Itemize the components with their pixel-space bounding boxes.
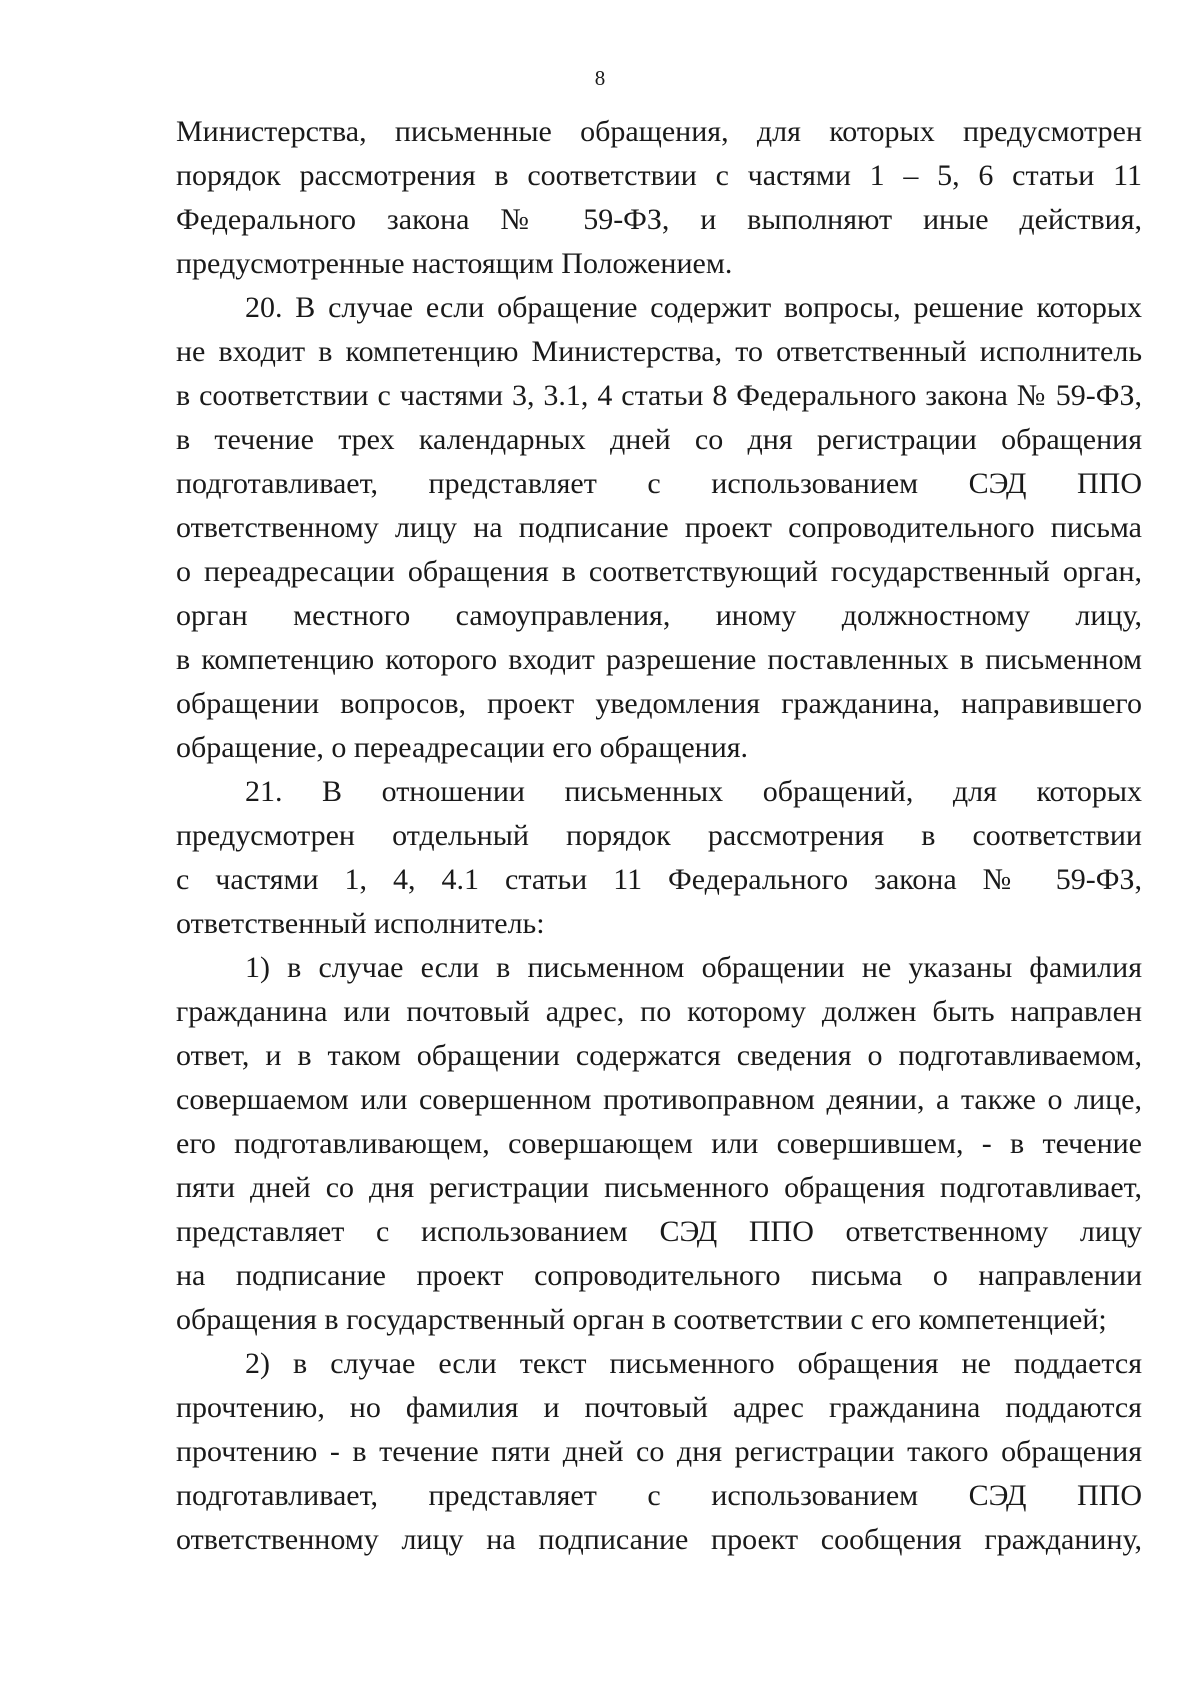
text-line: предусмотренные настоящим Положением. — [176, 247, 733, 280]
text-line: представляет с использованием СЭД ППО ответственному лицу — [176, 1215, 1142, 1248]
text-line: 20. В случае если обращение содержит вопросы, решение которых — [245, 291, 1142, 324]
text-line: Министерства, письменные обращения, для которых предусмотрен — [176, 115, 1142, 148]
text-line: на подписание проект сопроводительного письма о направлении — [176, 1259, 1142, 1292]
text-line: 1) в случае если в письменном обращении не указаны фамилия — [245, 951, 1142, 984]
text-line: обращения в государственный орган в соответствии с его компетенцией; — [176, 1303, 1107, 1336]
text-line: в компетенцию которого входит разрешение поставленных в письменном — [176, 643, 1142, 676]
text-line: совершаемом или совершенном противоправном деянии, а также о лице, — [176, 1083, 1142, 1116]
text-line: его подготавливающем, совершающем или совершившем, - в течение — [176, 1127, 1142, 1160]
text-line: прочтению - в течение пяти дней со дня регистрации такого обращения — [176, 1435, 1142, 1468]
text-line: с частями 1, 4, 4.1 статьи 11 Федерального закона № 59-ФЗ, — [176, 863, 1142, 896]
text-line: орган местного самоуправления, иному должностному лицу, — [176, 599, 1142, 632]
text-line: в течение трех календарных дней со дня регистрации обращения — [176, 423, 1142, 456]
text-line: обращение, о переадресации его обращения. — [176, 731, 749, 764]
page-number: 8 — [594, 66, 606, 90]
text-line: 2) в случае если текст письменного обращения не поддается — [245, 1347, 1142, 1380]
document-body — [176, 110, 1142, 1562]
text-line: о переадресации обращения в соответствующий государственный орган, — [176, 555, 1142, 588]
text-line: подготавливает, представляет с использованием СЭД ППО — [176, 467, 1142, 500]
text-line: 21. В отношении письменных обращений, для которых — [245, 775, 1142, 808]
text-line: не входит в компетенцию Министерства, то ответственный исполнитель — [176, 335, 1142, 368]
text-line: прочтению, но фамилия и почтовый адрес гражданина поддаются — [176, 1391, 1142, 1424]
text-line: ответственному лицу на подписание проект сопроводительного письма — [176, 511, 1142, 544]
text-line: ответ, и в таком обращении содержатся сведения о подготавливаемом, — [176, 1039, 1142, 1072]
text-line: предусмотрен отдельный порядок рассмотрения в соответствии — [176, 819, 1142, 852]
text-line: Федерального закона № 59-ФЗ, и выполняют иные действия, — [176, 203, 1142, 236]
text-line: подготавливает, представляет с использованием СЭД ППО — [176, 1479, 1142, 1512]
text-line: ответственный исполнитель: — [176, 907, 545, 940]
text-line: порядок рассмотрения в соответствии с частями 1 – 5, 6 статьи 11 — [176, 159, 1142, 192]
text-line: гражданина или почтовый адрес, по которому должен быть направлен — [176, 995, 1142, 1028]
text-line: пяти дней со дня регистрации письменного обращения подготавливает, — [176, 1171, 1142, 1204]
text-line: ответственному лицу на подписание проект сообщения гражданину, — [176, 1523, 1142, 1556]
text-line: в соответствии с частями 3, 3.1, 4 статьи 8 Федерального закона № 59-ФЗ, — [176, 379, 1142, 412]
text-line: обращении вопросов, проект уведомления гражданина, направившего — [176, 687, 1142, 720]
